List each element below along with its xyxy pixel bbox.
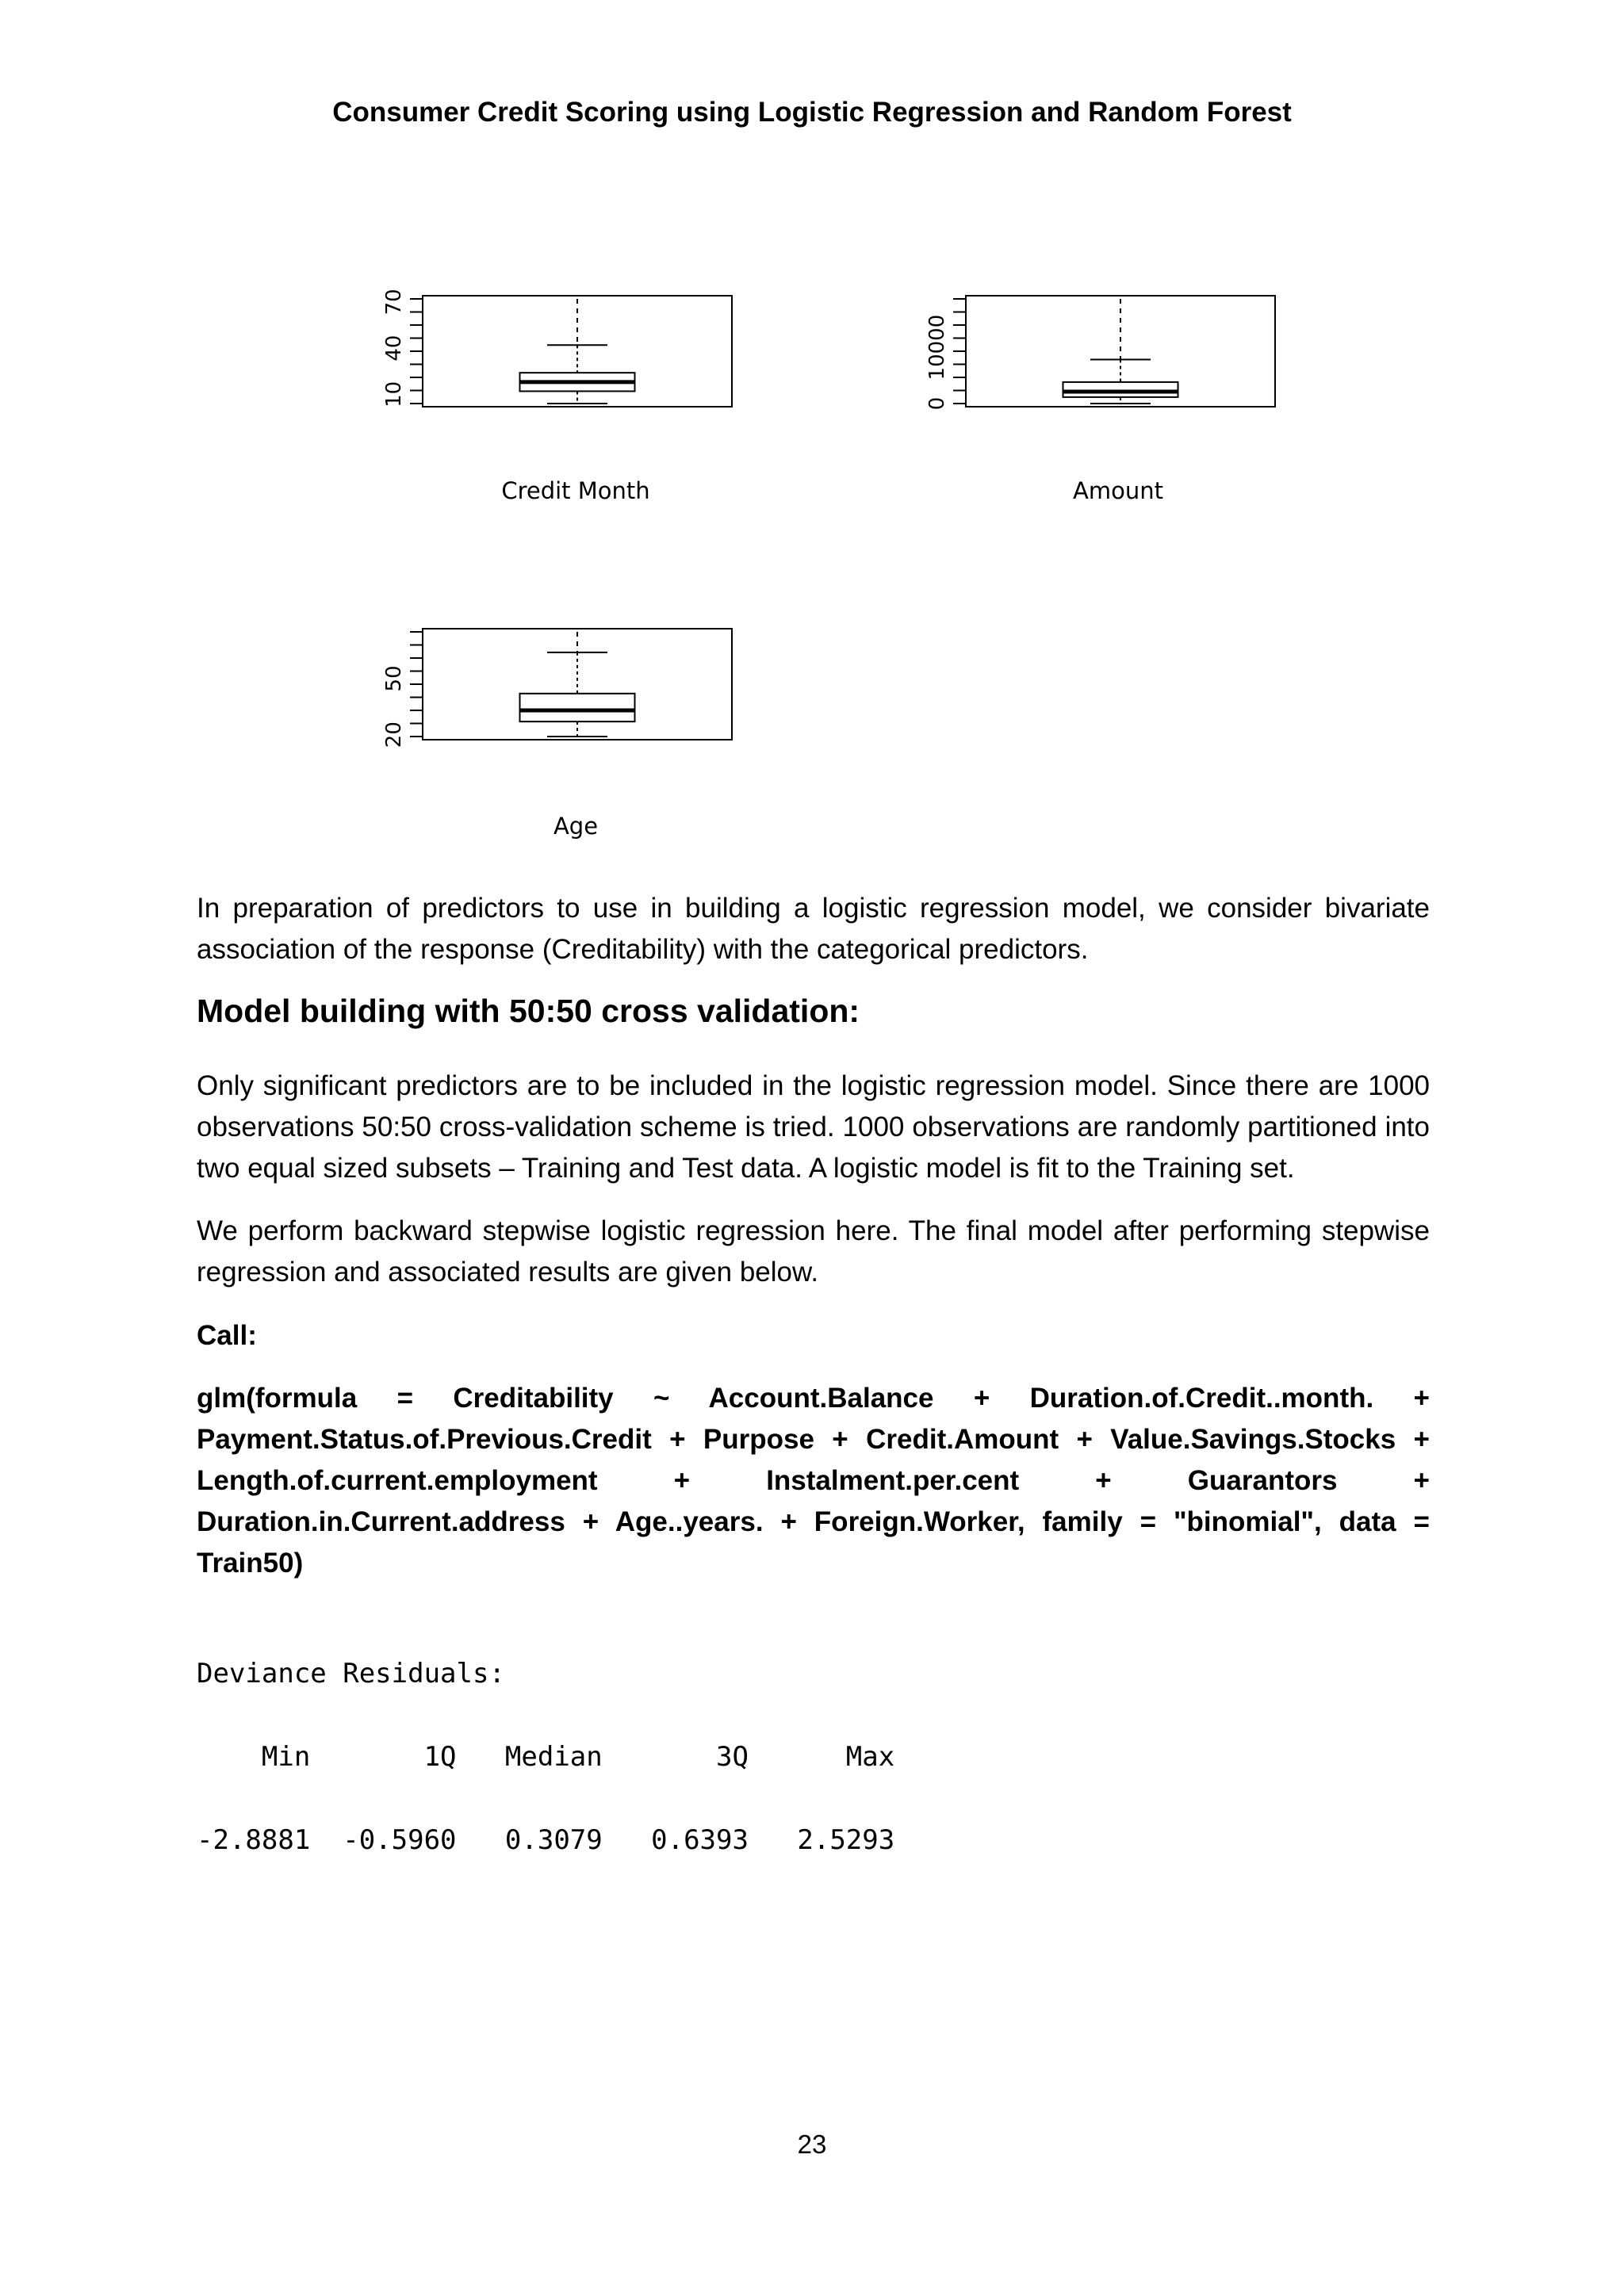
running-title: Consumer Credit Scoring using Logistic Regression and Random Forest xyxy=(332,97,1292,128)
iqr-box xyxy=(520,694,635,721)
y-tick-label: 40 xyxy=(382,335,406,362)
iqr-box xyxy=(1063,382,1178,397)
intro-paragraph: In preparation of predictors to use in building a logistic regression model, we consider bivariate association of the response (Creditability) with the categorical predictors. xyxy=(197,893,1430,965)
residuals-values-row: -2.8881 -0.5960 0.3079 0.6393 2.5293 xyxy=(197,1824,928,1856)
boxplot-amount-caption: Amount xyxy=(1073,477,1163,504)
call-formula: glm(formula = Creditability ~ Account.Balance + Duration.of.Credit..month. + Payment.Status.of.Previous.Credit + Purpose + Credit.Amount + Value.Savings.Stocks + Length.of.current.employment + Instalment.per.cent + Guarantors + Duration.in.Current.address + Age..years. + Foreign.Worker, family = "binomial", data = Train50) xyxy=(197,1383,1430,1578)
y-tick-label: 70 xyxy=(382,289,406,316)
y-tick-label: 0 xyxy=(925,396,949,411)
residuals-title: Deviance Residuals: xyxy=(197,1658,505,1689)
y-tick-label: 10000 xyxy=(925,314,949,381)
boxplot-age-caption: Age xyxy=(553,813,599,840)
deviance-residuals-block xyxy=(197,1605,927,1910)
y-tick-label: 20 xyxy=(382,721,406,748)
page-number: 23 xyxy=(797,2130,827,2159)
paragraph-stepwise: We perform backward stepwise logistic regression here. The final model after performing stepwise regression and associated results are given below. xyxy=(197,1215,1430,1288)
call-label: Call: xyxy=(197,1320,257,1351)
y-tick-label: 50 xyxy=(382,665,406,692)
section-heading: Model building with 50:50 cross validation: xyxy=(197,993,860,1029)
y-tick-label: 10 xyxy=(382,381,406,408)
boxplot-credit-month-caption: Credit Month xyxy=(501,477,650,504)
paragraph-cross-validation: Only significant predictors are to be included in the logistic regression model. Since there are 1000 observations 50:50 cross-validation scheme is tried. 1000 observations are randomly partitioned into two equal sized subsets – Training and Test data. A logistic model is fit to the Training set. xyxy=(197,1070,1430,1184)
residuals-header-row: Min 1Q Median 3Q Max xyxy=(197,1741,928,1773)
